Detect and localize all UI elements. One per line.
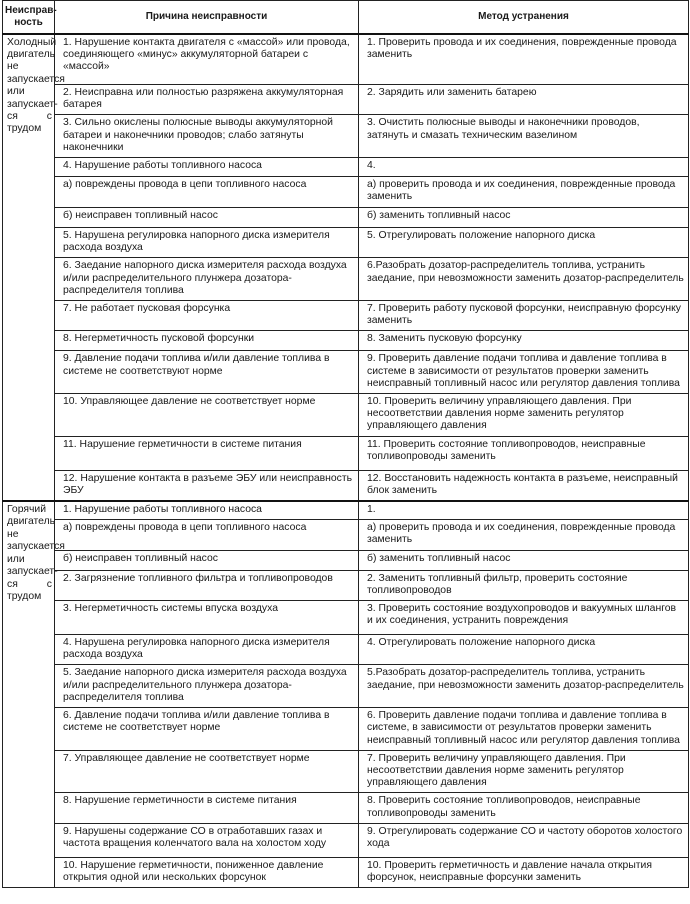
remedy-cell: а) проверить провода и их соединения, поврежденные провода заменить — [359, 177, 689, 208]
cause-cell: 1. Нарушение работы топливного насоса — [55, 501, 359, 520]
cause-cell: 7. Управляющее давление не соответствует норме — [55, 750, 359, 793]
remedy-cell: а) проверить провода и их соединения, поврежденные провода заменить — [359, 520, 689, 550]
cause-cell: б) неисправен топливный насос — [55, 550, 359, 570]
remedy-cell: 10. Проверить герметичность и давление начала открытия форсунок, неисправные форсунки заменить — [359, 857, 689, 887]
remedy-cell: б) заменить топливный насос — [359, 208, 689, 228]
table-row — [3, 550, 689, 570]
table-row — [3, 708, 689, 751]
cause-cell: 7. Не работает пусковая форсунка — [55, 301, 359, 331]
remedy-cell: 8. Проверить состояние топливопроводов, неисправные топливопроводы заменить — [359, 793, 689, 823]
remedy-cell: 4. Отрегулировать положение напорного диска — [359, 635, 689, 665]
cause-cell: 9. Давление подачи топлива и/или давление топлива в системе не соответствуют норме — [55, 351, 359, 394]
table-row — [3, 520, 689, 550]
remedy-cell: 6.Разобрать дозатор-распределитель топлива, устранить заедание, при невозможности заменить дозатор-распределитель — [359, 258, 689, 301]
table-row — [3, 601, 689, 635]
table-row — [3, 351, 689, 394]
table-row — [3, 177, 689, 208]
remedy-cell: 8. Заменить пусковую форсунку — [359, 331, 689, 351]
cause-cell: 9. Нарушены содержание СО в отработавших газах и частота вращения коленчатого вала на холостом ходу — [55, 823, 359, 857]
table-row — [3, 258, 689, 301]
column-header-remedy: Метод устранения — [359, 1, 689, 34]
table-row — [3, 331, 689, 351]
table-row — [3, 750, 689, 793]
cause-cell: 5. Заедание напорного диска измерителя расхода воздуха и/или распределительного плунжера дозатора-распределителя топлива — [55, 665, 359, 708]
troubleshooting-table — [2, 0, 689, 888]
remedy-cell: 7. Проверить работу пусковой форсунки, неисправную форсунку заменить — [359, 301, 689, 331]
table-row — [3, 470, 689, 501]
remedy-cell: 6. Проверить давление подачи топлива и давление топлива в системе, в зависимости от результатов проверки заменить неисправный топливный насос или регулятор давления топлива — [359, 708, 689, 751]
group-cold-engine — [3, 34, 689, 502]
cause-cell: 3. Сильно окислены полюсные выводы аккумуляторной батареи и наконечники проводов; слабо затянуты наконечники — [55, 115, 359, 158]
cause-cell: 3. Негерметичность системы впуска воздуха — [55, 601, 359, 635]
remedy-cell: 3. Проверить состояние воздухопроводов и вакуумных шлангов и их соединения, устранить повреждения — [359, 601, 689, 635]
table-row — [3, 635, 689, 665]
cause-cell: 4. Нарушена регулировка напорного диска измерителя расхода воздуха — [55, 635, 359, 665]
cause-cell: 12. Нарушение контакта в разъеме ЭБУ или неисправность ЭБУ — [55, 470, 359, 501]
table-row — [3, 665, 689, 708]
column-header-cause: Причина неисправности — [55, 1, 359, 34]
table-header — [3, 1, 689, 34]
table-row — [3, 85, 689, 115]
remedy-cell: 11. Проверить состояние топливопроводов, неисправные топливопроводы заменить — [359, 436, 689, 470]
table-row — [3, 34, 689, 85]
remedy-cell: 1. — [359, 501, 689, 520]
remedy-cell: 1. Проверить провода и их соединения, поврежденные провода заменить — [359, 34, 689, 85]
table-row — [3, 301, 689, 331]
remedy-cell: 5.Разобрать дозатор-распределитель топлива, устранить заедание, при невозможности заменить дозатор-распределитель — [359, 665, 689, 708]
column-header-fault: Неисправ-ность — [3, 1, 55, 34]
remedy-cell: 9. Проверить давление подачи топлива и давление топлива в системе в зависимости от результатов проверки заменить неисправный топливный насос или регулятор давления топлива — [359, 351, 689, 394]
group-hot-engine — [3, 501, 689, 888]
remedy-cell: б) заменить топливный насос — [359, 550, 689, 570]
remedy-cell: 4. — [359, 158, 689, 177]
fault-cell: Холодный двигатель не запускается или запускает-ся с трудом — [3, 34, 55, 502]
cause-cell: а) повреждены провода в цепи топливного насоса — [55, 520, 359, 550]
table-row — [3, 857, 689, 887]
cause-cell: 10. Управляющее давление не соответствует норме — [55, 394, 359, 437]
remedy-cell: 12. Восстановить надежность контакта в разъеме, неисправный блок заменить — [359, 470, 689, 501]
cause-cell: 6. Давление подачи топлива и/или давление топлива в системе не соответствует норме — [55, 708, 359, 751]
cause-cell: 1. Нарушение контакта двигателя с «массой» или провода, соединяющего «минус» аккумуляторной батареи с «массой» — [55, 34, 359, 85]
cause-cell: б) неисправен топливный насос — [55, 208, 359, 228]
table-row — [3, 115, 689, 158]
cause-cell: 11. Нарушение герметичности в системе питания — [55, 436, 359, 470]
remedy-cell: 10. Проверить величину управляющего давления. При несоответствии давления норме заменить регулятор управляющего давления — [359, 394, 689, 437]
remedy-cell: 9. Отрегулировать содержание СО и частоту оборотов холостого хода — [359, 823, 689, 857]
remedy-cell: 2. Заменить топливный фильтр, проверить состояние топливопроводов — [359, 570, 689, 600]
remedy-cell: 7. Проверить величину управляющего давления. При несоответствии давления норме заменить регулятор управляющего давления — [359, 750, 689, 793]
table-row — [3, 228, 689, 258]
table-row — [3, 394, 689, 437]
fault-cell: Горячий двигатель не запускается или запускает-ся с трудом — [3, 501, 55, 888]
cause-cell: 8. Нарушение герметичности в системе питания — [55, 793, 359, 823]
table-row — [3, 501, 689, 520]
table-row — [3, 158, 689, 177]
remedy-cell: 5. Отрегулировать положение напорного диска — [359, 228, 689, 258]
cause-cell: 2. Неисправна или полностью разряжена аккумуляторная батарея — [55, 85, 359, 115]
remedy-cell: 2. Зарядить или заменить батарею — [359, 85, 689, 115]
cause-cell: 10. Нарушение герметичности, пониженное давление открытия одной или нескольких форсунок — [55, 857, 359, 887]
cause-cell: 5. Нарушена регулировка напорного диска измерителя расхода воздуха — [55, 228, 359, 258]
cause-cell: 2. Загрязнение топливного фильтра и топливопроводов — [55, 570, 359, 600]
cause-cell: 8. Негерметичность пусковой форсунки — [55, 331, 359, 351]
remedy-cell: 3. Очистить полюсные выводы и наконечники проводов, затянуть и смазать техническим вазелином — [359, 115, 689, 158]
table-row — [3, 208, 689, 228]
cause-cell: 6. Заедание напорного диска измерителя расхода воздуха и/или распределительного плунжера дозатора-распределителя топлива — [55, 258, 359, 301]
table-row — [3, 793, 689, 823]
cause-cell: а) повреждены провода в цепи топливного насоса — [55, 177, 359, 208]
table-row — [3, 570, 689, 600]
table-row — [3, 436, 689, 470]
cause-cell: 4. Нарушение работы топливного насоса — [55, 158, 359, 177]
header-row — [3, 1, 689, 34]
troubleshooting-document — [2, 0, 688, 888]
table-row — [3, 823, 689, 857]
